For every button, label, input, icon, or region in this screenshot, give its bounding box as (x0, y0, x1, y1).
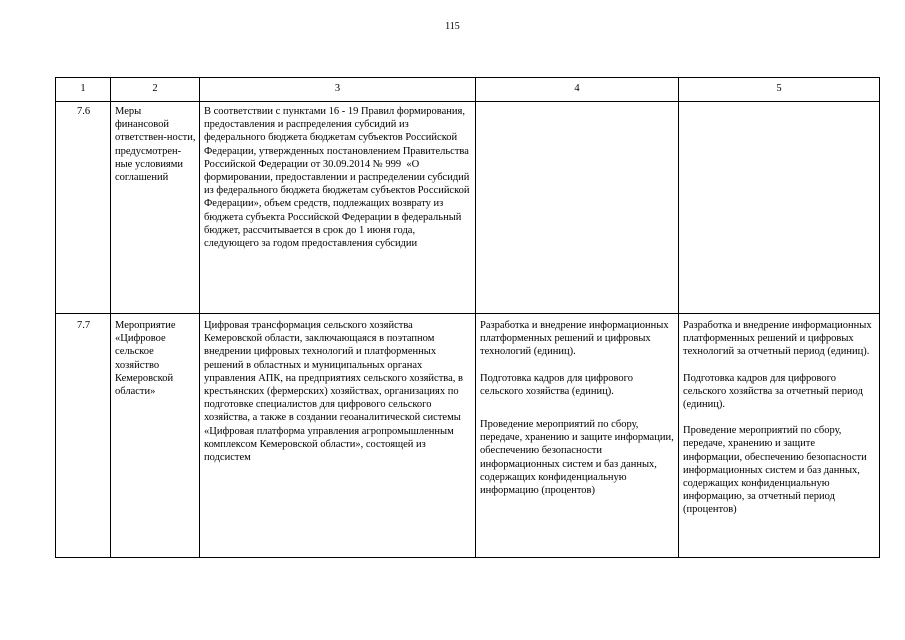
row-number: 7.7 (56, 314, 111, 558)
row-number: 7.6 (56, 102, 111, 314)
reporting-indicator-paragraph: Подготовка кадров для цифрового сельского хозяйства за отчетный период (единиц). (683, 372, 863, 411)
indicator-paragraph: Разработка и внедрение информационных платформенных решений и цифровых технологий (единиц). (480, 320, 669, 358)
column-header: 3 (200, 78, 476, 102)
table-row (56, 102, 880, 314)
measure-description (200, 102, 476, 314)
measure-name-text: Мероприятие «Цифровое сельское хозяйство Кемеровской области» (115, 320, 179, 398)
indicator-cell (476, 102, 679, 314)
column-header: 5 (679, 78, 880, 102)
column-header: 2 (111, 78, 200, 102)
table-header-row (56, 78, 880, 102)
page-number: 115 (445, 21, 460, 32)
measures-table (55, 77, 880, 558)
measure-name (111, 314, 200, 558)
indicator-cell (476, 314, 679, 558)
column-header: 1 (56, 78, 111, 102)
reporting-indicator-cell (679, 102, 880, 314)
measure-name (111, 102, 200, 314)
measure-description (200, 314, 476, 558)
measure-description-text: Цифровая трансформация сельского хозяйства Кемеровской области, заключающаяся в поэтапном внедрении цифровых технологий и платформенных решений в областных и муниципальных органах управления АПК, на предприятиях сельского хозяйства, в крестьянских (фермерских) хозяйствах, организациях по подготовке специалистов для цифрового сельского хозяйства, а также в создании геоаналитической системы «Цифровая платформа управления агропромышленным комплексом Кемеровской области», состоящей из подсистем (204, 320, 466, 464)
indicator-paragraph: Проведение мероприятий по сбору, передаче, хранению и защите информации, обеспечению безопасности информационных систем и баз данных, содержащих конфиденциальную информацию (процентов) (480, 419, 674, 497)
indicator-paragraph: Подготовка кадров для цифрового сельского хозяйства (единиц). (480, 372, 633, 397)
reporting-indicator-paragraph: Разработка и внедрение информационных платформенных решений и цифровых технологий за отчетный период (единиц). (683, 320, 872, 358)
measure-description-text: В соответствии с пунктами 16 - 19 Правил формирования, предоставления и распределения субсидий из федерального бюджета бюджетам субъектов Российской Федерации, утвержденных постановлением Правительства Российской Федерации от 30.09.2014 № 999 «О формировании, предоставлении и распределении субсидий из федерального бюджета бюджетам субъектов Российской Федерации», объем средств, подлежащих возврату из бюджета субъекта Российской Федерации в федеральный бюджет, рассчитывается в срок до 1 июня года, следующего за годом предоставления субсидии (204, 106, 473, 250)
reporting-indicator-paragraph: Проведение мероприятий по сбору, передаче, хранению и защите информации, обеспечению безопасности информационных систем и баз данных, содержащих конфиденциальную информацию, за отчетный период (процентов) (683, 425, 867, 516)
reporting-indicator-cell (679, 314, 880, 558)
table-row (56, 314, 880, 558)
measure-name-text: Меры финансовой ответствен-ности, предусмотрен-ные условиями соглашений (115, 106, 199, 184)
column-header: 4 (476, 78, 679, 102)
